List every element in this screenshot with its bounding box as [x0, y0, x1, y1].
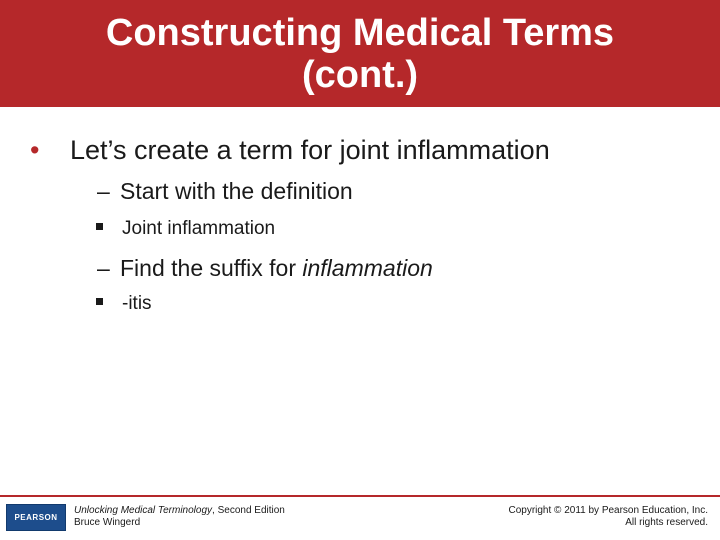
- bullet-dot-icon: •: [30, 135, 40, 165]
- bullet-main: [30, 133, 550, 167]
- dash-icon: –: [97, 178, 110, 204]
- footer-divider: [0, 495, 720, 497]
- footer-book-info: [74, 505, 285, 529]
- square-bullet-icon: [96, 223, 103, 230]
- copyright-text: Copyright © 2011 by Pearson Education, Inc.: [508, 505, 708, 516]
- book-author: Bruce Wingerd: [74, 517, 141, 528]
- book-title-line: [74, 505, 285, 517]
- bullet-step1-text: Start with the definition: [120, 178, 353, 204]
- square-bullet-icon: [96, 298, 103, 305]
- book-edition: , Second Edition: [212, 505, 285, 516]
- rights-text: All rights reserved.: [625, 517, 708, 528]
- bullet-step2-italic: inflammation: [302, 255, 433, 281]
- book-title: Unlocking Medical Terminology: [74, 505, 213, 516]
- bullet-step1-sub: [96, 217, 275, 241]
- logo-text: PEARSON: [14, 513, 58, 522]
- footer-copyright: [508, 505, 708, 529]
- bullet-step1: [97, 177, 353, 205]
- bullet-step2-sub-text: -itis: [122, 293, 152, 314]
- pearson-logo: [6, 504, 66, 531]
- bullet-step2: [97, 254, 433, 282]
- dash-icon: –: [97, 255, 110, 281]
- bullet-step2-sub: [96, 292, 152, 316]
- title-bar: [0, 0, 720, 107]
- slide-title: Constructing Medical Terms (cont.): [105, 11, 615, 96]
- bullet-step1-sub-text: Joint inflammation: [122, 218, 276, 239]
- bullet-step2-text: Find the suffix for: [120, 255, 303, 281]
- bullet-main-text: Let’s create a term for joint inflammation: [70, 135, 550, 165]
